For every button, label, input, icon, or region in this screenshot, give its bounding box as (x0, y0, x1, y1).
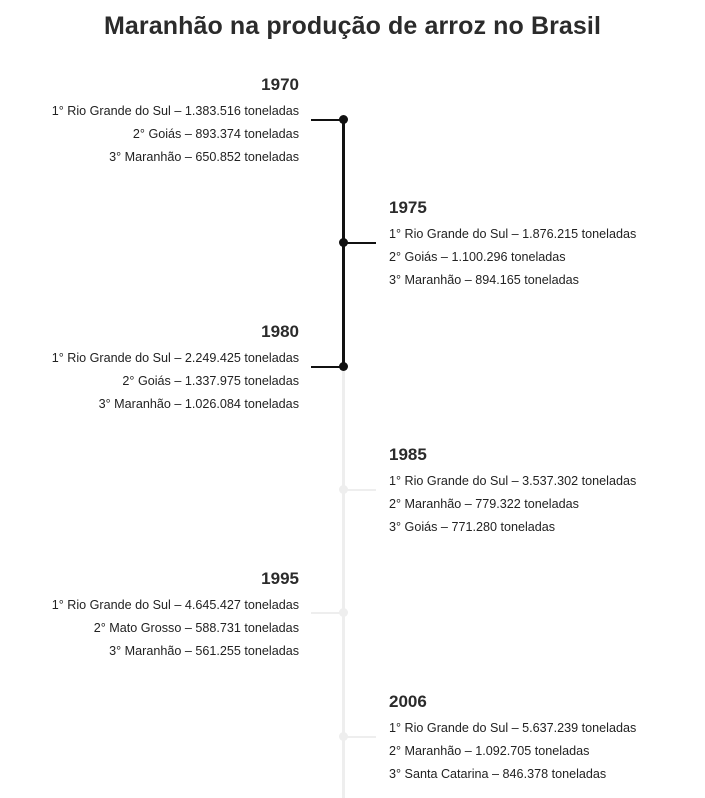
year-label: 1975 (389, 198, 427, 217)
ranking-item: 1° Rio Grande do Sul – 4.645.427 toneladas (51, 598, 299, 612)
ranking-item: 2° Maranhão – 779.322 toneladas (389, 497, 579, 511)
ranking-item: 3° Maranhão – 894.165 toneladas (389, 273, 579, 287)
page-title: Maranhão na produção de arroz no Brasil (103, 12, 602, 40)
ranking-item: 1° Rio Grande do Sul – 3.537.302 toneladas (389, 474, 637, 488)
year-label: 1985 (389, 445, 427, 464)
timeline-dot (339, 608, 348, 617)
ranking-item: 3° Goiás – 771.280 toneladas (389, 520, 556, 534)
timeline-dot (339, 115, 348, 124)
timeline-entry-1995 (19, 569, 299, 663)
ranking-item: 1° Rio Grande do Sul – 1.876.215 toneladas (389, 227, 637, 241)
ranking-item: 2° Goiás – 893.374 toneladas (132, 127, 299, 141)
ranking-item: 3° Santa Catarina – 846.378 toneladas (389, 767, 607, 781)
ranking-item: 2° Goiás – 1.100.296 toneladas (389, 250, 566, 264)
year-label: 1980 (261, 322, 299, 341)
timeline-entry-1980 (19, 322, 299, 416)
timeline-dot (339, 362, 348, 371)
ranking-item: 2° Goiás – 1.337.975 toneladas (122, 374, 299, 388)
timeline-dot (339, 238, 348, 247)
timeline-entry-1970 (19, 75, 299, 169)
year-label: 1970 (261, 75, 299, 94)
ranking-item: 1° Rio Grande do Sul – 2.249.425 toneladas (51, 351, 299, 365)
year-label: 1995 (261, 569, 299, 588)
ranking-item: 3° Maranhão – 561.255 toneladas (109, 644, 299, 658)
ranking-item: 2° Maranhão – 1.092.705 toneladas (389, 744, 590, 758)
timeline-dot (339, 485, 348, 494)
timeline-dot (339, 732, 348, 741)
timeline-entry-1975 (389, 198, 669, 292)
ranking-item: 1° Rio Grande do Sul – 1.383.516 toneladas (51, 104, 299, 118)
timeline-entry-2006 (389, 692, 669, 786)
ranking-item: 2° Mato Grosso – 588.731 toneladas (93, 621, 299, 635)
timeline-entry-1985 (389, 445, 669, 539)
year-label: 2006 (389, 692, 427, 711)
ranking-item: 3° Maranhão – 650.852 toneladas (109, 150, 299, 164)
ranking-item: 1° Rio Grande do Sul – 5.637.239 toneladas (389, 721, 637, 735)
ranking-item: 3° Maranhão – 1.026.084 toneladas (98, 397, 299, 411)
